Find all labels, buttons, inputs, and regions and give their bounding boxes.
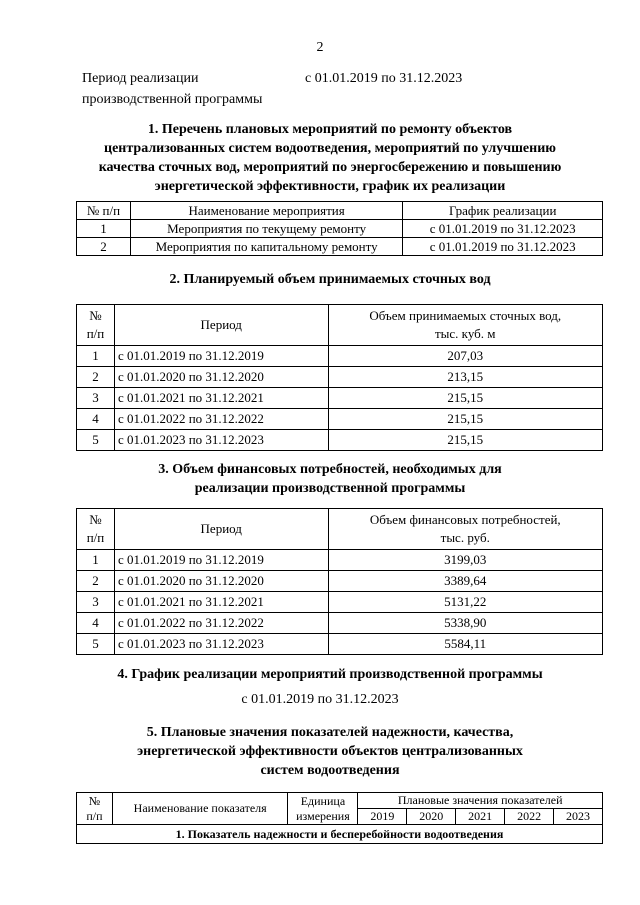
table-row [77,346,603,367]
col-header-year: 2023 [554,809,603,825]
col-header-name: Наименование мероприятия [130,202,402,220]
row-schedule: с 01.01.2019 по 31.12.2023 [403,238,603,256]
table-header-row [77,509,603,550]
section2-heading: 2. Планируемый объем принимаемых сточных вод [169,272,491,287]
row-activity-name: Мероприятия по капитальному ремонту [130,238,402,256]
table-row [77,238,603,256]
col-header-num [77,305,115,346]
row-value: 5584,11 [328,634,602,655]
col-header-volume-line: Объем принимаемых сточных вод, [369,308,562,323]
col-header-financial [328,509,602,550]
row-num: 1 [77,550,115,571]
activities-table [76,201,603,256]
col-header-volume-line: тыс. куб. м [435,326,496,341]
row-value: 215,15 [328,388,602,409]
col-header-num [77,793,113,825]
section1-heading [60,120,600,196]
row-value: 215,15 [328,430,602,451]
row-num: 2 [77,238,131,256]
financial-needs-table [76,508,603,655]
row-num: 3 [77,592,115,613]
table-row [77,634,603,655]
col-header-num-line: № [88,793,101,808]
row-num: 2 [77,571,115,592]
section4-period: с 01.01.2019 по 31.12.2023 [241,692,399,707]
col-header-unit-line: измерения [296,808,350,823]
table-row [77,592,603,613]
table-section-row [77,825,603,844]
table-row [77,409,603,430]
col-header-num: № п/п [77,202,131,220]
row-period: с 01.01.2022 по 31.12.2022 [114,613,328,634]
row-schedule: с 01.01.2019 по 31.12.2023 [403,220,603,238]
col-header-unit [288,793,358,825]
row-period: с 01.01.2019 по 31.12.2019 [114,346,328,367]
row-value: 215,15 [328,409,602,430]
table-header-row [77,305,603,346]
row-period: с 01.01.2020 по 31.12.2020 [114,367,328,388]
section3-heading [60,460,600,498]
table-header-row [77,793,603,809]
period-label-line2: производственной программы [82,92,263,107]
table-row [77,430,603,451]
page-number: 2 [316,40,324,55]
col-header-unit-line: Единица [300,793,346,808]
table-row [77,388,603,409]
row-period: с 01.01.2021 по 31.12.2021 [114,592,328,613]
row-activity-name: Мероприятия по текущему ремонту [130,220,402,238]
table-row [77,571,603,592]
col-header-num-line: п/п [86,530,105,545]
subsection-reliability: 1. Показатель надежности и бесперебойности водоотведения [77,825,603,844]
section5-heading-line: энергетической эффективности объектов централизованных [137,744,523,759]
section5-heading [60,723,600,780]
row-period: с 01.01.2023 по 31.12.2023 [114,430,328,451]
row-num: 1 [77,346,115,367]
col-header-num [77,509,115,550]
row-num: 3 [77,388,115,409]
section5-heading-line: систем водоотведения [260,763,400,778]
section3-heading-line: 3. Объем финансовых потребностей, необходимых для [158,462,502,477]
col-header-num-line: № [89,308,102,323]
col-header-period: Период [114,509,328,550]
section1-heading-line: качества сточных вод, мероприятий по энергосбережению и повышению [98,160,562,175]
row-num: 4 [77,409,115,430]
row-num: 1 [77,220,131,238]
row-period: с 01.01.2023 по 31.12.2023 [114,634,328,655]
col-header-financial-line: тыс. руб. [440,530,490,545]
col-header-year: 2020 [407,809,456,825]
section1-heading-line: энергетической эффективности, график их реализации [154,179,506,194]
period-label-line1: Период реализации [82,71,199,86]
col-header-num-line: № [89,512,102,527]
table-row [77,613,603,634]
indicators-table [76,792,603,844]
row-value: 213,15 [328,367,602,388]
row-value: 5131,22 [328,592,602,613]
section4-heading: 4. График реализации мероприятий производственной программы [117,667,543,682]
col-header-year: 2022 [505,809,554,825]
col-header-indicator-name: Наименование показателя [112,793,288,825]
section1-heading-line: централизованных систем водоотведения, мероприятий по улучшению [104,141,556,156]
col-header-volume [328,305,602,346]
row-num: 5 [77,430,115,451]
col-header-year: 2019 [358,809,407,825]
col-header-num-line: п/п [86,326,105,341]
col-header-year: 2021 [456,809,505,825]
row-value: 207,03 [328,346,602,367]
row-num: 2 [77,367,115,388]
col-header-period: Период [114,305,328,346]
section5-heading-line: 5. Плановые значения показателей надежности, качества, [146,725,514,740]
row-num: 5 [77,634,115,655]
col-header-financial-line: Объем финансовых потребностей, [369,512,561,527]
row-period: с 01.01.2020 по 31.12.2020 [114,571,328,592]
period-label [82,68,262,110]
row-value: 3389,64 [328,571,602,592]
col-header-num-line: п/п [86,808,103,823]
col-header-plan-values: Плановые значения показателей [358,793,603,809]
row-period: с 01.01.2019 по 31.12.2019 [114,550,328,571]
row-period: с 01.01.2022 по 31.12.2022 [114,409,328,430]
table-row [77,550,603,571]
wastewater-volume-table [76,304,603,451]
table-row [77,367,603,388]
row-value: 3199,03 [328,550,602,571]
period-value: с 01.01.2019 по 31.12.2023 [305,71,463,86]
row-value: 5338,90 [328,613,602,634]
row-period: с 01.01.2021 по 31.12.2021 [114,388,328,409]
table-row [77,220,603,238]
col-header-schedule: График реализации [403,202,603,220]
section1-heading-line: 1. Перечень плановых мероприятий по ремонту объектов [147,122,513,137]
table-header-row [77,202,603,220]
row-num: 4 [77,613,115,634]
section3-heading-line: реализации производственной программы [194,481,466,496]
